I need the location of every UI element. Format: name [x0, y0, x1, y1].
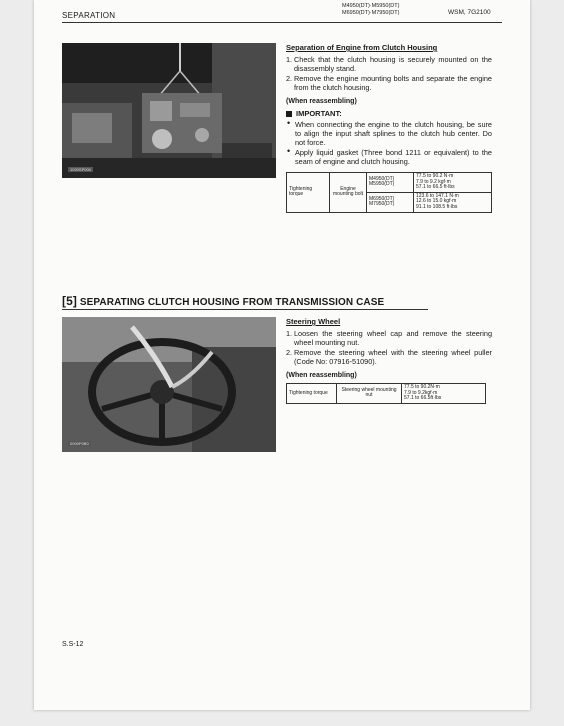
- steering-wheel-heading: Steering Wheel: [286, 317, 341, 326]
- torque-model-row2: M6950(DT) M7950(DT): [367, 192, 414, 212]
- steering-photo-code: 0000P0B0: [70, 441, 89, 446]
- document-page: [34, 0, 530, 710]
- steering-step-1: 1. Loosen the steering wheel cap and remove the steering wheel mounting nut.: [286, 329, 492, 347]
- engine-separation-steps: [286, 55, 492, 92]
- engine-separation-heading: Separation of Engine from Clutch Housing: [286, 43, 438, 52]
- header-rule: [62, 22, 502, 23]
- torque-model-row1: M4950(DT) M5950(DT): [367, 173, 414, 193]
- important-note-1: • When connecting the engine to the clutch housing, be sure to align the input shaft splines to the clutch hub center. Do not force.: [287, 118, 492, 147]
- torque-value-row2: 123.6 to 147.1 N·m 12.6 to 15.0 kgf·m 91.1 to 108.5 ft·lbs: [414, 192, 492, 212]
- header-models-line1: M4950(DT)·M5950(DT): [342, 3, 400, 9]
- header-models-line2: M6950(DT)·M7950(DT): [342, 9, 400, 16]
- important-notes: [286, 120, 492, 166]
- page-number: S.S-12: [62, 641, 84, 648]
- important-label: IMPORTANT:: [286, 109, 492, 118]
- steering-torque-table: [286, 383, 486, 404]
- section-5-rule: [62, 309, 428, 310]
- engine-separation-column: [286, 43, 492, 213]
- steering-torque-label: Tightening torque: [287, 384, 337, 404]
- important-note-2: • Apply liquid gasket (Three bond 1211 or equivalent) to the seam of engine and clutch housing.: [287, 146, 492, 166]
- steering-wheel-column: [286, 317, 492, 404]
- torque-label-cell: Tightening torque: [287, 173, 330, 213]
- torque-value-row1: 77.5 to 90.2 N·m 7.9 to 9.2 kgf·m 57.1 to 66.5 ft·lbs: [414, 173, 492, 193]
- important-square-icon: [286, 111, 292, 117]
- steering-torque-values: 77.5 to 90.2N·m 7.9 to 9.2kgf·m 57.1 to 66.5ft·lbs: [402, 384, 486, 404]
- torque-item-cell: Engine mounting bolt: [330, 173, 367, 213]
- header-manual-code: WSM, 7G2100: [448, 9, 491, 16]
- header-section-title: SEPARATION: [62, 11, 116, 20]
- section-5-title: [5] SEPARATING CLUTCH HOUSING FROM TRANSMISSION CASE: [62, 294, 385, 308]
- steering-wheel-photo: [62, 317, 276, 452]
- steering-when-reassembling: (When reassembling): [286, 372, 357, 379]
- engine-photo-code: 1020SP000: [70, 167, 91, 172]
- engine-torque-table: [286, 172, 492, 213]
- steering-wheel-steps: [286, 329, 492, 366]
- engine-when-reassembling: (When reassembling): [286, 98, 357, 105]
- section-5-number: [5]: [62, 294, 77, 308]
- header-models: [342, 3, 399, 16]
- engine-step-1: 1. Check that the clutch housing is securely mounted on the disassembly stand.: [286, 55, 492, 73]
- engine-photo: [62, 43, 276, 178]
- steering-step-2: 2. Remove the steering wheel with the steering wheel puller (Code No: 07916-51090).: [286, 348, 492, 366]
- engine-step-2: 2. Remove the engine mounting bolts and separate the engine from the clutch housing.: [286, 74, 492, 92]
- steering-torque-item: Steering wheel mounting nut: [337, 384, 402, 404]
